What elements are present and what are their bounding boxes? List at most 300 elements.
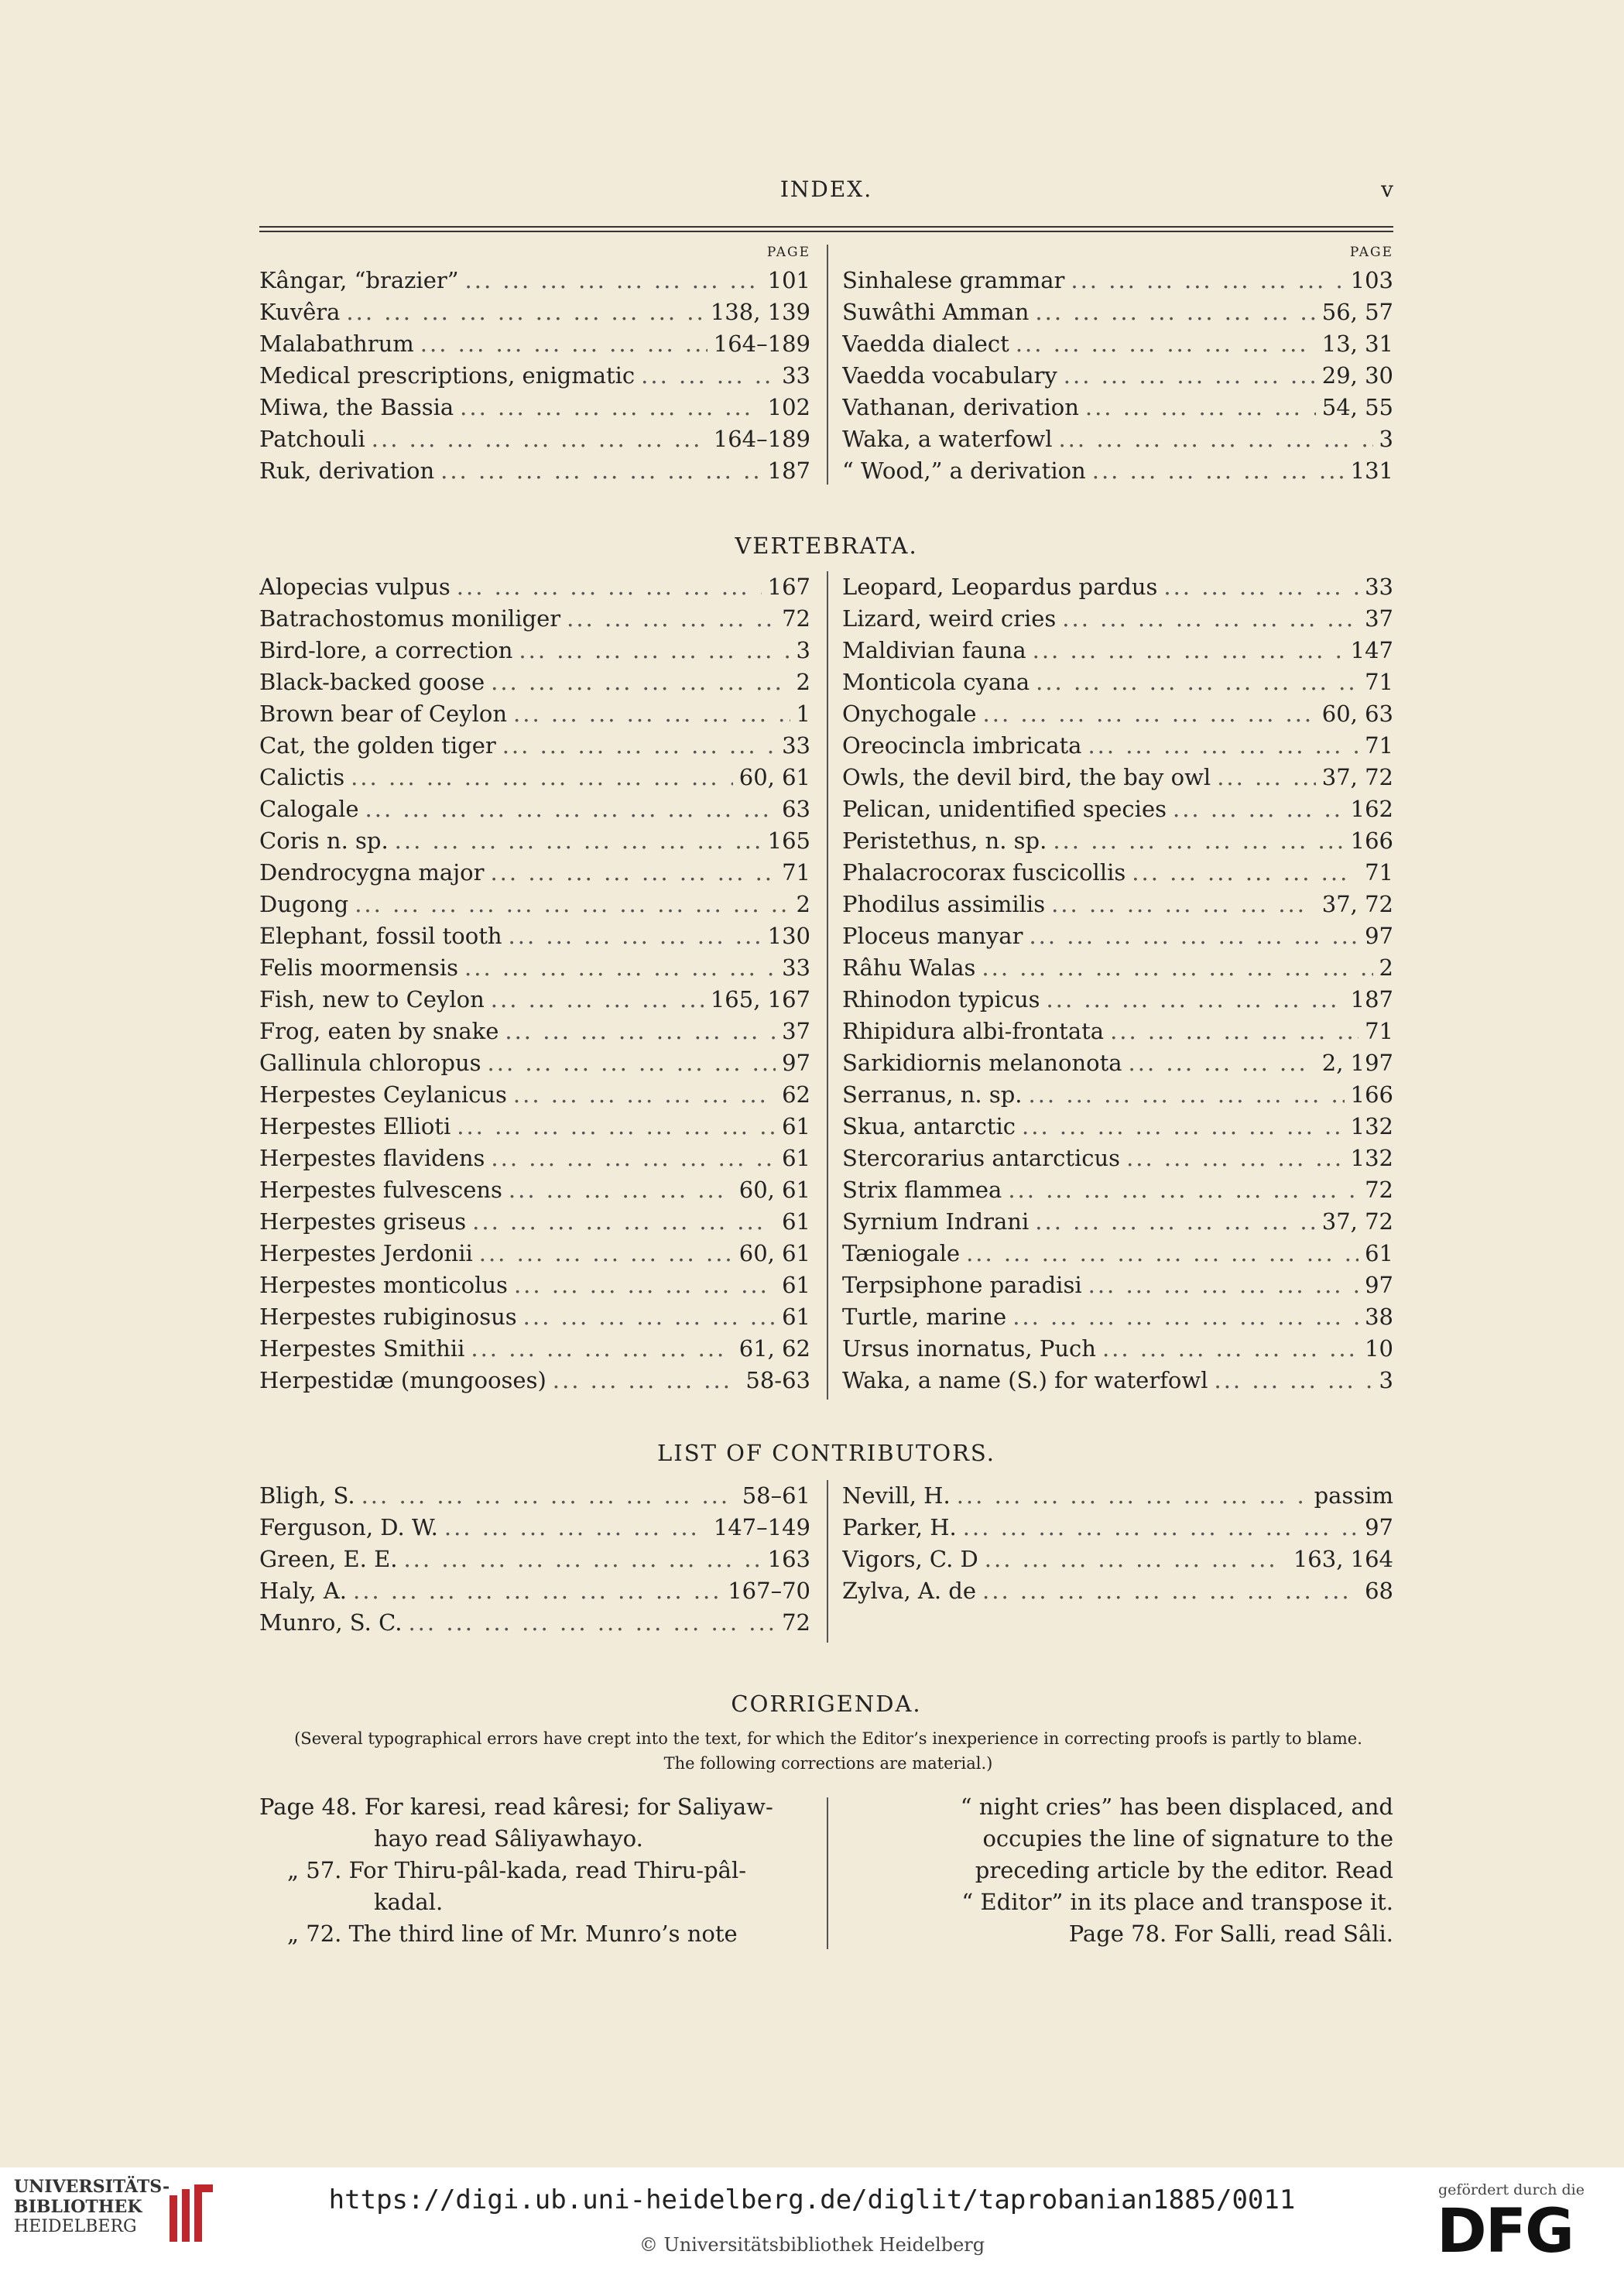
entry-page-ref: 132 [1350, 1113, 1393, 1139]
entry-page-ref: 62 [782, 1081, 810, 1108]
entry-page-ref: 38 [1365, 1304, 1393, 1330]
entry-page-ref: 2 [796, 669, 810, 695]
entry-term: Herpestes Ellioti [259, 1113, 451, 1139]
dot-leader [1012, 1301, 1358, 1333]
library-logo[interactable]: UNIVERSITÄTS- BIBLIOTHEK HEIDELBERG [14, 2177, 170, 2236]
entry-term: Rhipidura albi-frontata [842, 1018, 1105, 1044]
entry-term: Turtle, marine [842, 1304, 1007, 1330]
dot-leader [983, 698, 1316, 730]
entry-page-ref: 3 [1379, 426, 1393, 452]
entry-term: Haly, A. [259, 1578, 347, 1604]
index-entry [842, 296, 1393, 328]
dot-leader [514, 1269, 776, 1301]
entry-term: Vaedda dialect [842, 331, 1009, 357]
index-entry [259, 1301, 810, 1333]
entry-term: Frog, eaten by snake [259, 1018, 499, 1044]
vertebrata-heading: VERTEBRATA. [735, 533, 918, 559]
entry-page-ref: 61 [1365, 1240, 1393, 1266]
dot-leader [491, 666, 790, 698]
index-entry [259, 603, 810, 635]
entry-term: Munro, S. C. [259, 1609, 403, 1636]
entry-term: Ruk, derivation [259, 457, 435, 484]
index-entry [842, 1301, 1393, 1333]
entry-page-ref: 147 [1350, 637, 1393, 663]
dot-leader [957, 1480, 1308, 1512]
dot-leader [479, 1238, 733, 1269]
entry-page-ref: 33 [782, 954, 810, 981]
dot-leader [982, 1575, 1358, 1607]
funder-caption: gefördert durch die [1438, 2181, 1585, 2198]
index-entry [259, 328, 810, 360]
entry-page-ref: 61 [782, 1208, 810, 1235]
dot-leader [488, 1047, 776, 1079]
entry-term: Monticola cyana [842, 669, 1030, 695]
entry-page-ref: 97 [1365, 1272, 1393, 1298]
dot-leader [1064, 360, 1316, 392]
entry-page-ref: 101 [767, 267, 810, 293]
index-entry [842, 635, 1393, 666]
entry-term: Stercorarius antarcticus [842, 1145, 1121, 1171]
index-entry [842, 1269, 1393, 1301]
entry-term: Owls, the devil bird, the bay owl [842, 764, 1211, 790]
index-entry [842, 1512, 1393, 1544]
index-entry [259, 392, 810, 423]
entry-term: Black-backed goose [259, 669, 485, 695]
index-entry [842, 889, 1393, 920]
index-entry [842, 698, 1393, 730]
dot-leader [1129, 1047, 1316, 1079]
index-entry [259, 762, 810, 793]
dot-leader [372, 423, 708, 455]
entry-term: Waka, a name (S.) for waterfowl [842, 1367, 1208, 1393]
dot-leader [1047, 984, 1345, 1016]
index-entry [842, 920, 1393, 952]
dot-leader [491, 1143, 776, 1174]
index-entry [842, 423, 1393, 455]
index-entry [259, 1079, 810, 1111]
entry-page-ref: 60, 61 [738, 764, 810, 790]
entry-page-ref: 10 [1365, 1335, 1393, 1362]
dot-leader [1058, 423, 1372, 455]
corrigenda-line: Page 78. For Salli, read Sâli. [1068, 1921, 1393, 1947]
entry-term: Vathanan, derivation [842, 394, 1079, 420]
entry-page-ref: 165 [767, 827, 810, 854]
entry-term: Medical prescriptions, enigmatic [259, 362, 636, 389]
entry-page-ref: 37, 72 [1321, 891, 1393, 917]
dot-leader [1016, 328, 1316, 360]
dot-leader [395, 825, 762, 857]
dot-leader [457, 1111, 776, 1143]
corrigenda-section [259, 1791, 1393, 1950]
dot-leader [1102, 1333, 1358, 1365]
entry-term: Bird-lore, a correction [259, 637, 513, 663]
index-entry [259, 1174, 810, 1206]
entry-term: Herpestes rubiginosus [259, 1304, 517, 1330]
contributors-column-right [842, 1480, 1393, 1639]
dot-leader [1008, 1174, 1358, 1206]
index-entry [259, 1143, 810, 1174]
index-entry [842, 1174, 1393, 1206]
dot-leader [353, 1575, 721, 1607]
index-entry [842, 952, 1393, 984]
dot-leader [361, 1480, 736, 1512]
dot-leader [460, 392, 761, 423]
dot-leader [1085, 392, 1316, 423]
entry-term: Calogale [259, 796, 359, 822]
dot-leader [420, 328, 708, 360]
corrigenda-line: “ night cries” has been displaced, and [960, 1794, 1393, 1820]
corrigenda-note: (Several typographical errors have crept into the text, for which the Editor’s inexperience in correcting proofs is partly to blame. The following corrections are material.) [294, 1729, 1362, 1773]
corrigenda-line: “ Editor” in its place and transpose it. [961, 1889, 1393, 1915]
dot-leader [1051, 889, 1316, 920]
corrigenda-line: Page 48. For karesi, read kâresi; for Saliyaw- [259, 1794, 773, 1820]
dot-leader [1110, 1016, 1358, 1047]
index-entry [259, 1111, 810, 1143]
dot-leader [465, 265, 762, 296]
dot-leader [1035, 296, 1315, 328]
entry-page-ref: 58-63 [745, 1367, 810, 1393]
dot-leader [1022, 1111, 1345, 1143]
dot-leader [1214, 1365, 1372, 1396]
entry-page-ref: 71 [1365, 669, 1393, 695]
entry-term: Gallinula chloropus [259, 1050, 481, 1076]
header-rule-top [259, 226, 1393, 228]
entry-page-ref: 68 [1365, 1578, 1393, 1604]
entry-page-ref: 130 [767, 923, 810, 949]
index-entry [259, 635, 810, 666]
dot-leader [1062, 603, 1358, 635]
index-entry [259, 952, 810, 984]
entry-page-ref: 60, 61 [738, 1177, 810, 1203]
dot-leader [1092, 455, 1345, 487]
dot-leader [509, 920, 762, 952]
index-entry [842, 730, 1393, 762]
dot-leader [641, 360, 776, 392]
dot-leader [963, 1512, 1358, 1544]
permalink-url[interactable]: https://digi.ub.uni-heidelberg.de/diglit/taprobanian1885/0011 [328, 2184, 1296, 2215]
entry-page-ref: 33 [782, 362, 810, 389]
entry-term: Ferguson, D. W. [259, 1514, 438, 1540]
entry-page-ref: 3 [1379, 1367, 1393, 1393]
entry-page-ref: 132 [1350, 1145, 1393, 1171]
entry-page-ref: 61 [782, 1145, 810, 1171]
entry-page-ref: 13, 31 [1321, 331, 1393, 357]
index-entry [259, 1575, 810, 1607]
index-entry [842, 1079, 1393, 1111]
entry-page-ref: 63 [782, 796, 810, 822]
entry-page-ref: 33 [782, 732, 810, 759]
entry-page-ref: 37 [782, 1018, 810, 1044]
entry-page-ref: 187 [1350, 986, 1393, 1013]
index-entry [259, 1269, 810, 1301]
header-rule-bottom [259, 231, 1393, 232]
entry-term: Skua, antarctic [842, 1113, 1016, 1139]
index-entry [842, 571, 1393, 603]
contributors-heading: LIST OF CONTRIBUTORS. [657, 1440, 995, 1466]
entry-page-ref: 97 [1365, 923, 1393, 949]
dot-leader [985, 1544, 1287, 1575]
entry-term: Vaedda vocabulary [842, 362, 1057, 389]
index-entry [259, 1365, 810, 1396]
dot-leader [523, 1301, 776, 1333]
index-entry [842, 857, 1393, 889]
page-title: INDEX. [779, 176, 873, 202]
index-entry [259, 423, 810, 455]
dot-leader [1088, 1269, 1358, 1301]
corrigenda-line: kadal. [374, 1889, 444, 1915]
index-entry [842, 1544, 1393, 1575]
index-entry [842, 455, 1393, 487]
entry-page-ref: 167 [767, 574, 810, 600]
index-entry [259, 1238, 810, 1269]
entry-term: Râhu Walas [842, 954, 976, 981]
entry-page-ref: 61 [782, 1304, 810, 1330]
index-entry [842, 1575, 1393, 1607]
entry-page-ref: 71 [1365, 1018, 1393, 1044]
index-entry [259, 1047, 810, 1079]
entry-term: Calictis [259, 764, 345, 790]
entry-page-ref: 97 [782, 1050, 810, 1076]
index-entry [259, 1480, 810, 1512]
entry-page-ref: 2, 197 [1321, 1050, 1393, 1076]
index-entry [259, 825, 810, 857]
dot-leader [365, 793, 776, 825]
entry-term: Phodilus assimilis [842, 891, 1046, 917]
index-entry [259, 1607, 810, 1639]
dot-leader [1033, 635, 1345, 666]
entry-page-ref: 61 [782, 1272, 810, 1298]
index-entry [259, 889, 810, 920]
index-entry [842, 762, 1393, 793]
dot-leader [1126, 1143, 1345, 1174]
entry-term: Green, E. E. [259, 1546, 398, 1572]
entry-page-ref: 33 [1365, 574, 1393, 600]
entry-page-ref: 165, 167 [710, 986, 810, 1013]
entry-term: Serranus, n. sp. [842, 1081, 1023, 1108]
entry-page-ref: 187 [767, 457, 810, 484]
entry-term: “ Wood,” a derivation [842, 457, 1086, 484]
entry-page-ref: passim [1314, 1482, 1393, 1509]
corrigenda-line: preceding article by the editor. Read [975, 1857, 1393, 1883]
dot-leader [1053, 825, 1344, 857]
index-section-vertebrata [259, 571, 1393, 1396]
entry-page-ref: 71 [782, 859, 810, 886]
entry-page-ref: 163 [767, 1546, 810, 1572]
dot-leader [509, 1174, 733, 1206]
index-entry [842, 1333, 1393, 1365]
index-entry [259, 1544, 810, 1575]
entry-page-ref: 60, 61 [738, 1240, 810, 1266]
dot-leader [1029, 1079, 1345, 1111]
dot-leader [513, 698, 790, 730]
corrigenda-column-left [259, 1791, 793, 1950]
vertebrata-column-right [842, 571, 1393, 1396]
index-entry [259, 571, 810, 603]
entry-page-ref: 166 [1350, 1081, 1393, 1108]
entry-page-ref: 54, 55 [1321, 394, 1393, 420]
running-header [259, 176, 1393, 207]
entry-page-ref: 61 [782, 1113, 810, 1139]
dot-leader [490, 857, 776, 889]
dot-leader [471, 1333, 732, 1365]
index-entry [259, 1206, 810, 1238]
entry-term: Leopard, Leopardus pardus [842, 574, 1158, 600]
dot-leader [464, 952, 776, 984]
dot-leader [1163, 571, 1358, 603]
dot-leader [351, 762, 733, 793]
entry-page-ref: 164–189 [713, 331, 810, 357]
entry-term: Herpestes flavidens [259, 1145, 485, 1171]
entry-term: Fish, new to Ceylon [259, 986, 485, 1013]
corrigenda-line: „ 72. The third line of Mr. Munro’s note [287, 1921, 738, 1947]
entry-page-ref: 58–61 [742, 1482, 810, 1509]
entry-page-ref: 97 [1365, 1514, 1393, 1540]
index-entry [842, 1480, 1393, 1512]
entry-term: Parker, H. [842, 1514, 957, 1540]
index-entry [259, 360, 810, 392]
entry-term: Coris n. sp. [259, 827, 389, 854]
dot-leader [491, 984, 704, 1016]
entry-term: Ploceus manyar [842, 923, 1023, 949]
entry-term: Rhinodon typicus [842, 986, 1040, 1013]
entry-term: Syrnium Indrani [842, 1208, 1030, 1235]
index-entry [842, 360, 1393, 392]
entry-term: Sarkidiornis melanonota [842, 1050, 1122, 1076]
index-entry [259, 920, 810, 952]
index-entry [842, 1365, 1393, 1396]
entry-term: Lizard, weird cries [842, 605, 1057, 632]
entry-page-ref: 162 [1350, 796, 1393, 822]
entry-page-ref: 103 [1350, 267, 1393, 293]
entry-page-ref: 56, 57 [1321, 299, 1393, 325]
entry-page-ref: 2 [796, 891, 810, 917]
index-entry [842, 392, 1393, 423]
index-entry [259, 296, 810, 328]
dot-leader [472, 1206, 776, 1238]
index-entry [842, 1111, 1393, 1143]
entry-term: Felis moormensis [259, 954, 459, 981]
index-entry [259, 455, 810, 487]
index-entry [259, 857, 810, 889]
contributors-section [259, 1480, 1393, 1639]
entry-term: Brown bear of Ceylon [259, 701, 508, 727]
entry-term: Pelican, unidentified species [842, 796, 1167, 822]
index-column-left [259, 245, 810, 487]
dot-leader [553, 1365, 740, 1396]
corrigenda-heading: CORRIGENDA. [731, 1691, 922, 1717]
entry-page-ref: 166 [1350, 827, 1393, 854]
index-entry [842, 1143, 1393, 1174]
dot-leader [440, 455, 762, 487]
dot-leader [444, 1512, 708, 1544]
dot-leader [1036, 666, 1358, 698]
entry-page-ref: 37, 72 [1321, 1208, 1393, 1235]
dot-leader [567, 603, 776, 635]
entry-term: Kângar, “brazier” [259, 267, 459, 293]
entry-page-ref: 37, 72 [1321, 764, 1393, 790]
entry-page-ref: 72 [782, 605, 810, 632]
entry-term: Herpestes Ceylanicus [259, 1081, 507, 1108]
index-column-right [842, 245, 1393, 487]
entry-page-ref: 61, 62 [738, 1335, 810, 1362]
entry-page-ref: 131 [1350, 457, 1393, 484]
entry-term: Waka, a waterfowl [842, 426, 1053, 452]
index-entry [259, 1333, 810, 1365]
entry-page-ref: 102 [767, 394, 810, 420]
dot-leader [346, 296, 704, 328]
dfg-logo[interactable]: DFG [1437, 2197, 1574, 2267]
index-entry [259, 1016, 810, 1047]
index-entry [842, 1047, 1393, 1079]
entry-term: Ursus inornatus, Puch [842, 1335, 1096, 1362]
entry-term: Oreocincla imbricata [842, 732, 1082, 759]
index-section-general [259, 245, 1393, 487]
index-entry [842, 265, 1393, 296]
entry-term: Maldivian fauna [842, 637, 1026, 663]
dot-leader [1088, 730, 1358, 762]
corrigenda-column-right [842, 1791, 1393, 1950]
entry-term: Vigors, C. D [842, 1546, 978, 1572]
dot-leader [505, 1016, 776, 1047]
entry-term: Cat, the golden tiger [259, 732, 496, 759]
entry-page-ref: 3 [796, 637, 810, 663]
entry-term: Onychogale [842, 701, 977, 727]
entry-term: Herpestidæ (mungooses) [259, 1367, 546, 1393]
entry-page-ref: 71 [1365, 732, 1393, 759]
index-entry [259, 793, 810, 825]
entry-term: Miwa, the Bassia [259, 394, 454, 420]
entry-term: Tæniogale [842, 1240, 961, 1266]
dot-leader [1132, 857, 1358, 889]
index-entry [259, 265, 810, 296]
entry-page-ref: 37 [1365, 605, 1393, 632]
dot-leader [408, 1607, 776, 1639]
entry-term: Sinhalese grammar [842, 267, 1065, 293]
dot-leader [966, 1238, 1358, 1269]
entry-page-ref: 1 [796, 701, 810, 727]
entry-term: Herpestes fulvescens [259, 1177, 502, 1203]
index-entry [842, 666, 1393, 698]
entry-term: Zylva, A. de [842, 1578, 977, 1604]
entry-term: Herpestes Smithii [259, 1335, 465, 1362]
entry-term: Phalacrocorax fuscicollis [842, 859, 1126, 886]
index-entry [842, 603, 1393, 635]
entry-page-ref: 71 [1365, 859, 1393, 886]
entry-page-ref: 2 [1379, 954, 1393, 981]
entry-term: Herpestes monticolus [259, 1272, 508, 1298]
dot-leader [513, 1079, 776, 1111]
index-entry [259, 666, 810, 698]
dot-leader [519, 635, 790, 666]
entry-term: Patchouli [259, 426, 365, 452]
entry-term: Malabathrum [259, 331, 414, 357]
entry-page-ref: 164–189 [713, 426, 810, 452]
page-caption-left: PAGE [766, 245, 810, 260]
index-entry [842, 328, 1393, 360]
entry-page-ref: 72 [1365, 1177, 1393, 1203]
index-entry [259, 1512, 810, 1544]
entry-term: Kuvêra [259, 299, 341, 325]
index-entry [259, 984, 810, 1016]
corrigenda-line: occupies the line of signature to the [982, 1825, 1393, 1852]
entry-term: Elephant, fossil tooth [259, 923, 502, 949]
entry-term: Bligh, S. [259, 1482, 355, 1509]
entry-term: Herpestes Jerdonii [259, 1240, 473, 1266]
index-entry [259, 698, 810, 730]
entry-term: Herpestes griseus [259, 1208, 467, 1235]
dot-leader [1029, 920, 1358, 952]
index-entry [842, 984, 1393, 1016]
